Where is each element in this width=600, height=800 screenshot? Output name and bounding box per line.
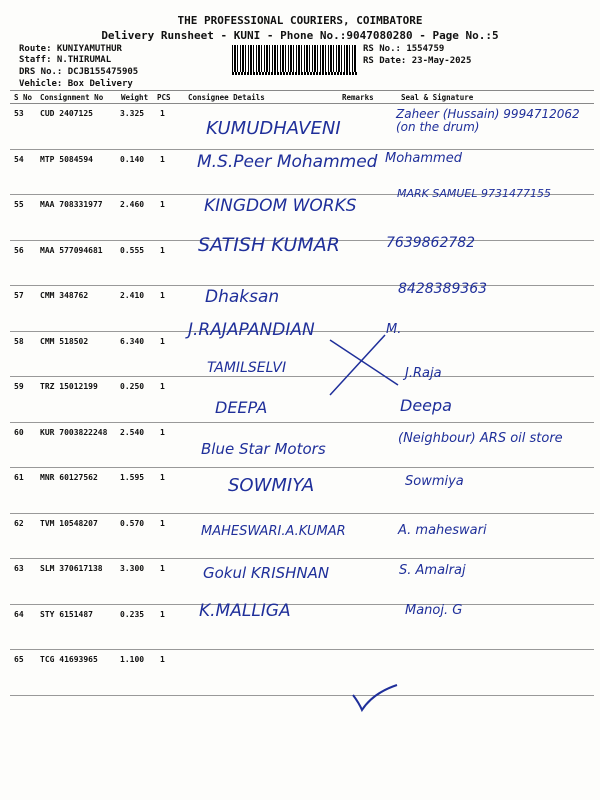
col-signature: Seal & Signature — [401, 93, 474, 102]
handwritten-consignee: M.S.Peer Mohammed — [197, 152, 378, 172]
table-row — [10, 377, 594, 421]
handwritten-consignee: Dhaksan — [205, 287, 280, 307]
cell-pcs: 1 — [160, 473, 165, 482]
cell-sno: 60 — [14, 427, 24, 437]
col-pcs: PCS — [157, 93, 171, 102]
handwritten-consignee: Gokul KRISHNAN — [203, 564, 330, 582]
cell-weight: 0.250 — [120, 382, 145, 391]
handwritten-consignee: DEEPA — [215, 398, 268, 417]
handwritten-consignee: KINGDOM WORKS — [204, 196, 357, 216]
cell-sno: 59 — [14, 382, 24, 391]
cell-pcs: 1 — [160, 427, 165, 437]
handwritten-consignee: KUMUDHAVENI — [206, 118, 341, 139]
cell-pcs: 1 — [160, 245, 165, 255]
handwritten-consignee: TAMILSELVI — [207, 360, 287, 376]
col-consignee: Consignee Details — [188, 93, 265, 102]
cell-consignment: MAA 708331977 — [40, 200, 103, 209]
cell-consignment: CMM 348762 — [40, 291, 89, 300]
cell-pcs: 1 — [160, 655, 165, 664]
cell-sno: 63 — [14, 564, 24, 573]
cell-weight: 6.340 — [120, 336, 145, 346]
handwritten-signature: M. — [386, 322, 402, 337]
company-title: THE PROFESSIONAL COURIERS, COIMBATORE — [177, 14, 423, 27]
handwritten-signature: S. Amalraj — [399, 563, 466, 578]
cell-sno: 61 — [14, 473, 24, 482]
handwritten-signature: J.Raja — [405, 366, 442, 381]
handwritten-signature: Manoj. G — [405, 603, 463, 618]
cell-consignment: CUD 2407125 — [40, 109, 93, 118]
route-label: Route: KUNIYAMUTHUR — [19, 44, 122, 54]
cell-consignment: TVM 10548207 — [40, 518, 98, 528]
barcode — [232, 45, 357, 72]
rs-number: RS No.: 1554759 — [363, 44, 445, 54]
cell-consignment: TRZ 15012199 — [40, 382, 98, 391]
handwritten-consignee: K.MALLIGA — [199, 601, 291, 621]
cell-weight: 2.410 — [120, 291, 145, 300]
cell-consignment: CMM 518502 — [40, 336, 89, 346]
handwritten-signature: 8428389363 — [398, 281, 488, 297]
header-top-rule — [10, 90, 594, 91]
handwritten-signature: A. maheswari — [398, 523, 487, 538]
col-consignment: Consignment No — [40, 93, 104, 102]
cell-sno: 64 — [14, 609, 24, 619]
cell-sno: 56 — [14, 245, 24, 255]
barcode-base — [232, 72, 357, 75]
cell-pcs: 1 — [160, 382, 165, 391]
cell-pcs: 1 — [160, 291, 165, 300]
handwritten-signature: 7639862782 — [386, 235, 476, 251]
handwritten-consignee: SATISH KUMAR — [198, 234, 340, 256]
cell-sno: 58 — [14, 336, 24, 346]
col-remarks: Remarks — [342, 93, 374, 102]
cell-weight: 3.325 — [120, 109, 145, 118]
handwritten-signature: Deepa — [400, 396, 452, 415]
cell-weight: 0.140 — [120, 154, 145, 164]
col-weight: Weight — [121, 93, 149, 102]
table-row — [10, 605, 594, 649]
cell-sno: 53 — [14, 109, 24, 118]
cell-pcs: 1 — [160, 518, 165, 528]
rs-date: RS Date: 23-May-2025 — [363, 56, 472, 66]
cell-weight: 0.555 — [120, 245, 145, 255]
cell-pcs: 1 — [160, 336, 165, 346]
cell-pcs: 1 — [160, 609, 165, 619]
cell-weight: 3.300 — [120, 564, 145, 573]
cell-weight: 0.235 — [120, 609, 145, 619]
cell-consignment: MNR 60127562 — [40, 473, 98, 482]
handwritten-signature: (Neighbour) ARS oil store — [398, 431, 563, 446]
cell-weight: 2.540 — [120, 427, 145, 437]
cell-weight: 2.460 — [120, 200, 145, 209]
handwritten-signature: Zaheer (Hussain) 9994712062 (on the drum) — [396, 107, 580, 134]
cell-pcs: 1 — [160, 154, 165, 164]
cell-consignment: STY 6151487 — [40, 609, 93, 619]
cell-consignment: KUR 7003822248 — [40, 427, 108, 437]
cell-sno: 62 — [14, 518, 24, 528]
cell-sno: 65 — [14, 655, 24, 664]
staff-label: Staff: N.THIRUMAL — [19, 55, 112, 65]
cell-consignment: TCG 41693965 — [40, 655, 98, 664]
handwritten-signature: MARK SAMUEL 9731477155 — [397, 187, 551, 200]
vehicle-label: Vehicle: Box Delivery — [19, 79, 133, 89]
cell-consignment: SLM 370617138 — [40, 564, 103, 573]
cell-consignment: MTP 5084594 — [40, 154, 93, 164]
checkmark-icon — [351, 683, 399, 717]
handwritten-consignee: MAHESWARI.A.KUMAR — [201, 524, 346, 539]
cell-sno: 54 — [14, 154, 24, 164]
handwritten-signature: Mohammed — [385, 151, 462, 166]
cell-pcs: 1 — [160, 109, 165, 118]
cell-sno: 57 — [14, 291, 24, 300]
cell-weight: 0.570 — [120, 518, 145, 528]
cell-pcs: 1 — [160, 200, 165, 209]
cell-weight: 1.595 — [120, 473, 145, 482]
col-sno: S No — [14, 93, 33, 102]
runsheet-subtitle: Delivery Runsheet - KUNI - Phone No.:9047080280 - Page No.:5 — [101, 29, 499, 42]
handwritten-consignee: Blue Star Motors — [201, 440, 326, 458]
handwritten-signature: Sowmiya — [405, 474, 464, 489]
cell-sno: 55 — [14, 200, 24, 209]
cell-pcs: 1 — [160, 564, 165, 573]
cell-consignment: MAA 577094681 — [40, 245, 103, 255]
table-row — [10, 650, 594, 694]
cell-weight: 1.100 — [120, 655, 145, 664]
handwritten-consignee: J.RAJAPANDIAN — [188, 320, 315, 340]
drs-label: DRS No.: DCJB155475905 — [19, 67, 139, 77]
handwritten-consignee: SOWMIYA — [228, 475, 315, 496]
row-divider — [10, 695, 594, 696]
